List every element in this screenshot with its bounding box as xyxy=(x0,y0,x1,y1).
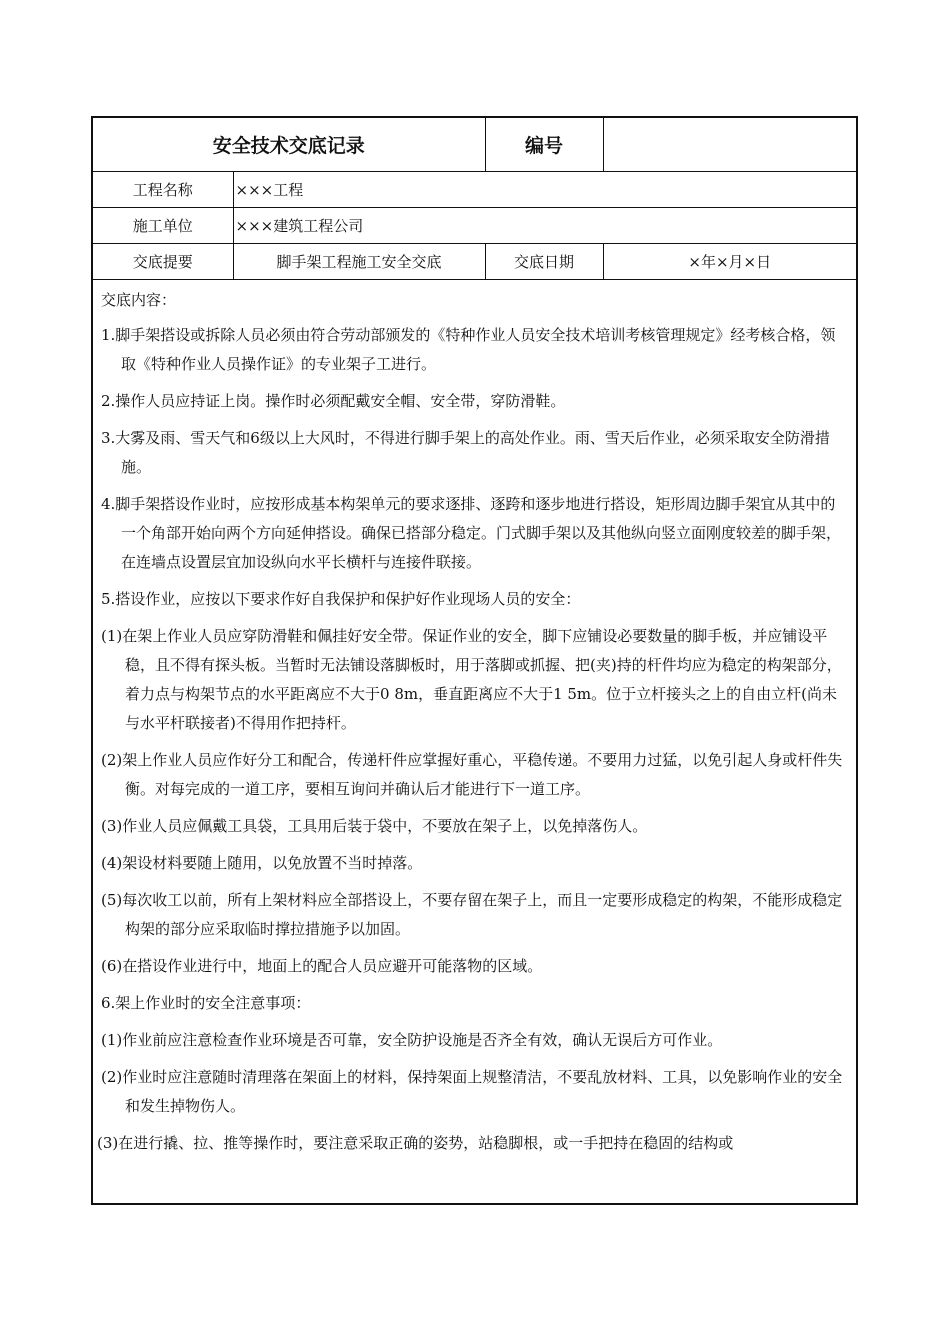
content-subitem: (2)作业时应注意随时清理落在架面上的材料，保持架面上规整清洁，不要乱放材料、工具，以免影响作业的安全和发生掉物伤人。 xyxy=(101,1068,843,1115)
construction-unit-value: ×××建筑工程公司 xyxy=(233,208,856,244)
project-name-label: 工程名称 xyxy=(93,172,233,208)
number-label: 编号 xyxy=(485,118,603,172)
content-subitem: (5)每次收工以前，所有上架材料应全部搭设上，不要存留在架子上，而且一定要形成稳定的构架，不能形成稳定构架的部分应采取临时撑拉措施予以加固。 xyxy=(101,891,843,938)
content-item: 3.大雾及雨、雪天气和6级以上大风时，不得进行脚手架上的高处作业。雨、雪天后作业，必须采取安全防滑措施。 xyxy=(101,429,830,476)
date-label: 交底日期 xyxy=(485,244,603,280)
date-value: ×年×月×日 xyxy=(603,244,856,280)
content-subitem: (1)在架上作业人员应穿防滑鞋和佩挂好安全带。保证作业的安全，脚下应铺设必要数量的脚手板，并应铺设平稳，且不得有探头板。当暂时无法铺设落脚板时，用于落脚或抓握、把(夹)持的杆件均应为稳定的构架部分，着力点与构架节点的水平距离应不大于0 8m，垂直距离应不大于1 5m。位于立杆接头之上的自由立杆(尚未与水平杆联接者)不得用作把持杆。 xyxy=(101,627,842,732)
content-item: 1.脚手架搭设或拆除人员必须由符合劳动部颁发的《特种作业人员安全技术培训考核管理规定》经考核合格，领取《特种作业人员操作证》的专业架子工进行。 xyxy=(101,326,836,373)
content-item: 6.架上作业时的安全注意事项： xyxy=(101,994,311,1012)
briefing-content xyxy=(93,280,856,1158)
content-heading: 交底内容： xyxy=(101,291,177,309)
content-item: 4.脚手架搭设作业时，应按形成基本构架单元的要求逐排、逐跨和逐步地进行搭设，矩形周边脚手架宜从其中的一个角部开始向两个方向延伸搭设。确保已搭部分稳定。门式脚手架以及其他纵向竖立面刚度较差的脚手架，在连墙点设置层宜加设纵向水平长横杆与连接件联接。 xyxy=(101,495,842,571)
content-subitem: (6)在搭设作业进行中，地面上的配合人员应避开可能落物的区域。 xyxy=(101,957,543,975)
header-table xyxy=(93,118,856,280)
content-subitem: (4)架设材料要随上随用，以免放置不当时掉落。 xyxy=(101,854,423,872)
content-subitem: (1)作业前应注意检查作业环境是否可靠，安全防护设施是否齐全有效，确认无误后方可作业。 xyxy=(101,1031,723,1049)
safety-briefing-record xyxy=(91,116,858,1205)
summary-value: 脚手架工程施工安全交底 xyxy=(233,244,485,280)
content-subitem: (2)架上作业人员应作好分工和配合，传递杆件应掌握好重心，平稳传递。不要用力过猛，以免引起人身或杆件失衡。对每完成的一道工序，要相互询问并确认后才能进行下一道工序。 xyxy=(101,751,843,798)
content-subitem: (3)作业人员应佩戴工具袋，工具用后装于袋中，不要放在架子上，以免掉落伤人。 xyxy=(101,817,648,835)
content-subitem: (3)在进行撬、拉、推等操作时，要注意采取正确的姿势，站稳脚根，或一手把持在稳固的结构或 xyxy=(97,1134,734,1152)
form-title: 安全技术交底记录 xyxy=(93,118,485,172)
content-item: 2.操作人员应持证上岗。操作时必须配戴安全帽、安全带，穿防滑鞋。 xyxy=(101,392,566,410)
summary-label: 交底提要 xyxy=(93,244,233,280)
content-item: 5.搭设作业，应按以下要求作好自我保护和保护好作业现场人员的安全： xyxy=(101,590,581,608)
project-name-value: ×××工程 xyxy=(233,172,856,208)
number-value xyxy=(603,118,856,172)
construction-unit-label: 施工单位 xyxy=(93,208,233,244)
